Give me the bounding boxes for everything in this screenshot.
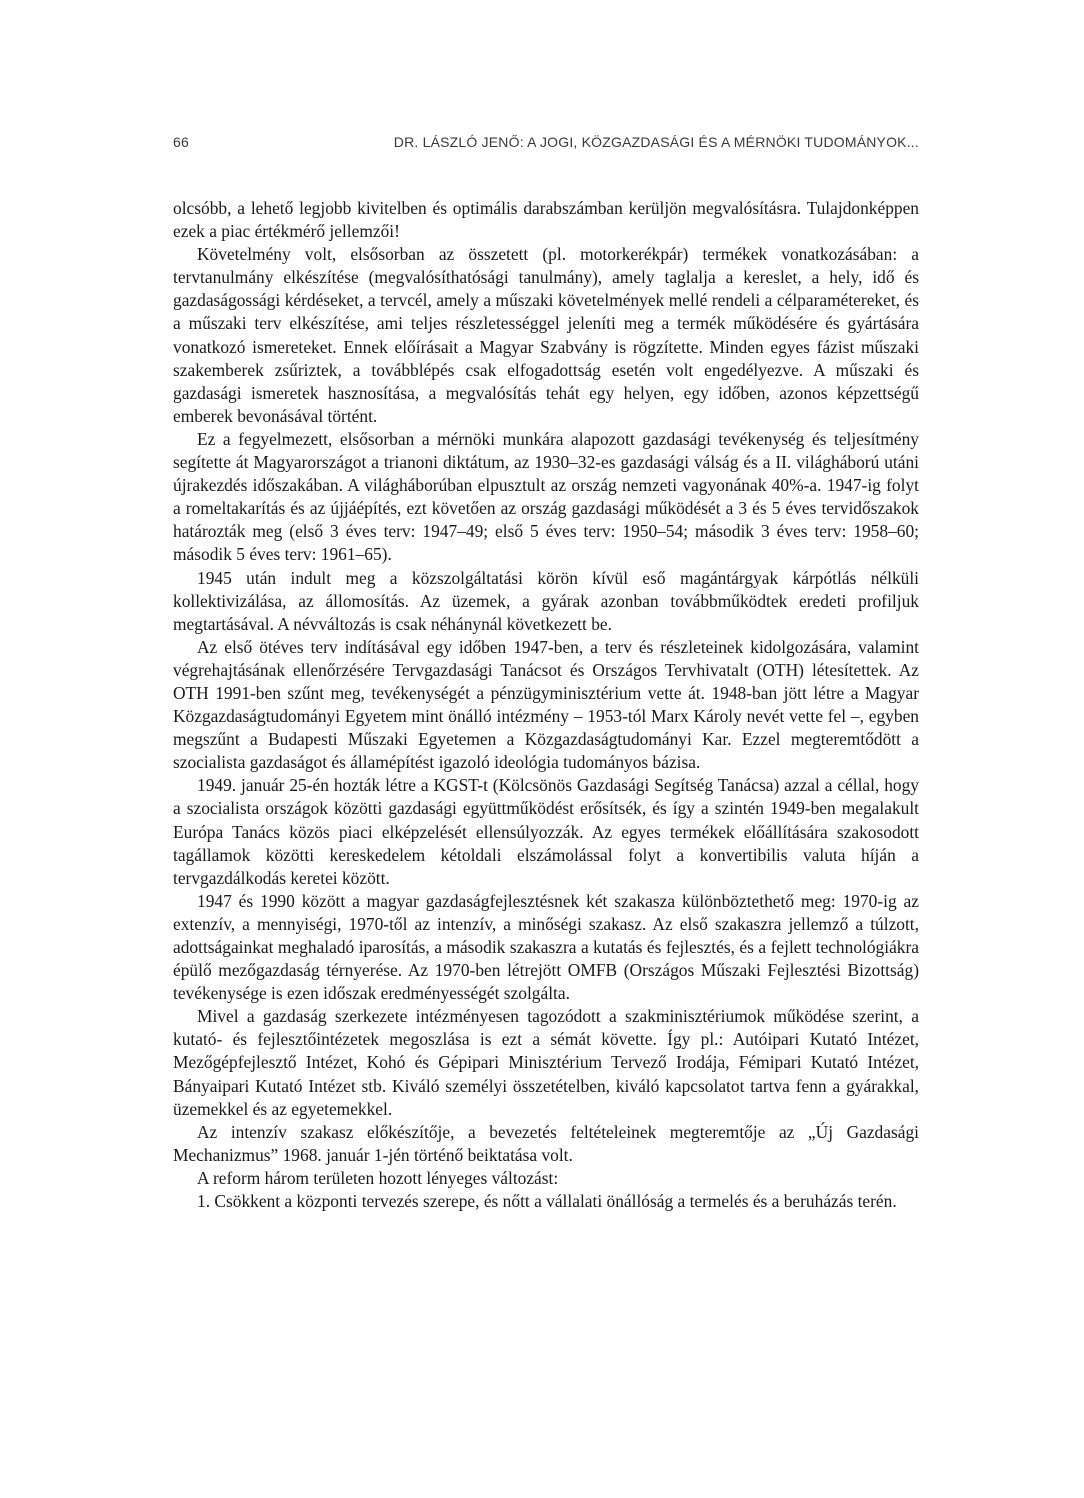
paragraph-continuation: olcsóbb, a lehető legjobb kivitelben és optimális darabszámban kerüljön megvalósításra. Tulajdonképpen ezek a piac értékmérő jellemzői! — [173, 198, 919, 242]
paragraph-requirements: Követelmény volt, elsősorban az összetett (pl. motorkerékpár) termékek vonatkozásában: a tervtanulmány elkészítése (megvalósíthatósági tanulmány), amely taglalja a kereslet, a hely, idő és gazdaságossági kérdéseket, a tervcél, amely a műszaki követelmények mellé rendeli a célparamétereket, és a műszaki terv elkészítése, ami teljes részletességgel jeleníti meg a termék működésére és gyártására vonatkozó ismereteket. Ennek előírásait a Magyar Szabvány is rögzítette. Minden egyes fázist műszaki szakemberek zsűriztek, a továbblépés csak elfogadottság esetén volt engedélyezve. A műszaki és gazdasági ismeretek hasznosítása, a megvalósítás tehát egy helyen, egy időben, azonos képzettségű emberek bevonásával történt. — [173, 244, 919, 426]
paragraph-disciplined-economy: Ez a fegyelmezett, elsősorban a mérnöki munkára alapozott gazdasági tevékenység és teljesítmény segítette át Magyarországot a trianoni diktátum, az 1930–32-es gazdasági válság és a II. világháború utáni újrakezdés időszakában. A világháborúban elpusztult az ország nemzeti vagyonának 40%-a. 1947-ig folyt a romeltakarítás és az újjáépítés, ezt követően az ország gazdasági működését a 3 és 5 éves tervidőszakok határozták meg (első 3 éves terv: 1947–49; első 5 éves terv: 1950–54; második 3 éves terv: 1958–60; második 5 éves terv: 1961–65). — [173, 428, 919, 565]
body-text — [173, 197, 919, 1213]
running-title: DR. LÁSZLÓ JENŐ: A JOGI, KÖZGAZDASÁGI ÉS A MÉRNÖKI TUDOMÁNYOK... — [393, 134, 919, 150]
paragraph-collectivization: 1945 után indult meg a közszolgáltatási körön kívül eső magántárgyak kárpótlás nélküli kollektivizálása, az állomosítás. Az üzemek, a gyárak azonban továbbműködtek eredeti profiljuk megtartásával. A névváltozás is csak néhánynál következett be. — [173, 567, 919, 634]
paragraph-kgst: 1949. január 25-én hozták létre a KGST-t (Kölcsönös Gazdasági Segítség Tanácsa) azzal a céllal, hogy a szocialista országok közötti gazdasági együttműködést erősítsék, és így a szintén 1949-ben megalakult Európa Tanács közös piaci elképzelését ellensúlyozzák. Az egyes termékek előállítására szakosodott tagállamok közötti kereskedelem kétoldali elszámolással folyt a konvertibilis valuta híján a tervgazdálkodás keretei között. — [173, 775, 919, 888]
page-number: 66 — [173, 134, 189, 150]
paragraph-research-institutes: Mivel a gazdaság szerkezete intézményesen tagozódott a szakminisztériumok működése szerint, a kutató- és fejlesztőintézetek megoszlása is ezt a sémát követte. Így pl.: Autóipari Kutató Intézet, Mezőgépfejlesztő Intézet, Kohó és Gépipari Minisztérium Tervező Irodája, Fémipari Kutató Intézet, Bányaipari Kutató Intézet stb. Kiváló személyi összetételben, kiváló kapcsolatot tartva fenn a gyárakkal, üzemekkel és az egyetemekkel. — [173, 1006, 919, 1119]
running-head — [173, 134, 919, 154]
paragraph-five-year-plan: Az első ötéves terv indításával egy időben 1947-ben, a terv és részleteinek kidolgozására, valamint végrehajtásának ellenőrzésére Tervgazdasági Tanácsot és Országos Tervhivatalt (OTH) létesítettek. Az OTH 1991-ben szűnt meg, tevékenységét a pénzügyminisztérium vette át. 1948-ban jött létre a Magyar Közgazdaságtudományi Egyetem mint önálló intézmény – 1953-tól Marx Károly nevét vette fel –, egyben megszűnt a Budapesti Műszaki Egyetemen a Közgazdaságtudományi Kar. Ezzel megteremtődött a szocialista gazdaságot és államépítést igazoló ideológia tudományos bázisa. — [173, 636, 919, 773]
paragraph-reform-point-1: 1. Csökkent a központi tervezés szerepe, és nőtt a vállalati önállóság a termelés és a beruházás terén. — [197, 1191, 897, 1212]
paragraph-development-stages: 1947 és 1990 között a magyar gazdaságfejlesztésnek két szakasza különböztethető meg: 1970-ig az extenzív, a mennyiségi, 1970-től az intenzív, a minőségi szakasz. Az első szakaszra jellemző a túlzott, adottságainkat meghaladó iparosítás, a második szakaszra a kutatás és fejlesztés, és a fejlett technológiákra épülő mezőgazdaság térnyerése. Az 1970-ben létrejött OMFB (Országos Műszaki Fejlesztési Bizottság) tevékenysége is ezen időszak eredményességét szolgálta. — [173, 890, 919, 1004]
paragraph-reform-intro: A reform három területen hozott lényeges változást: — [197, 1167, 559, 1188]
paragraph-new-economic-mechanism: Az intenzív szakasz előkészítője, a bevezetés feltételeinek megteremtője az „Új Gazdasági Mechanizmus” 1968. január 1-jén történő beiktatása volt. — [173, 1121, 919, 1165]
